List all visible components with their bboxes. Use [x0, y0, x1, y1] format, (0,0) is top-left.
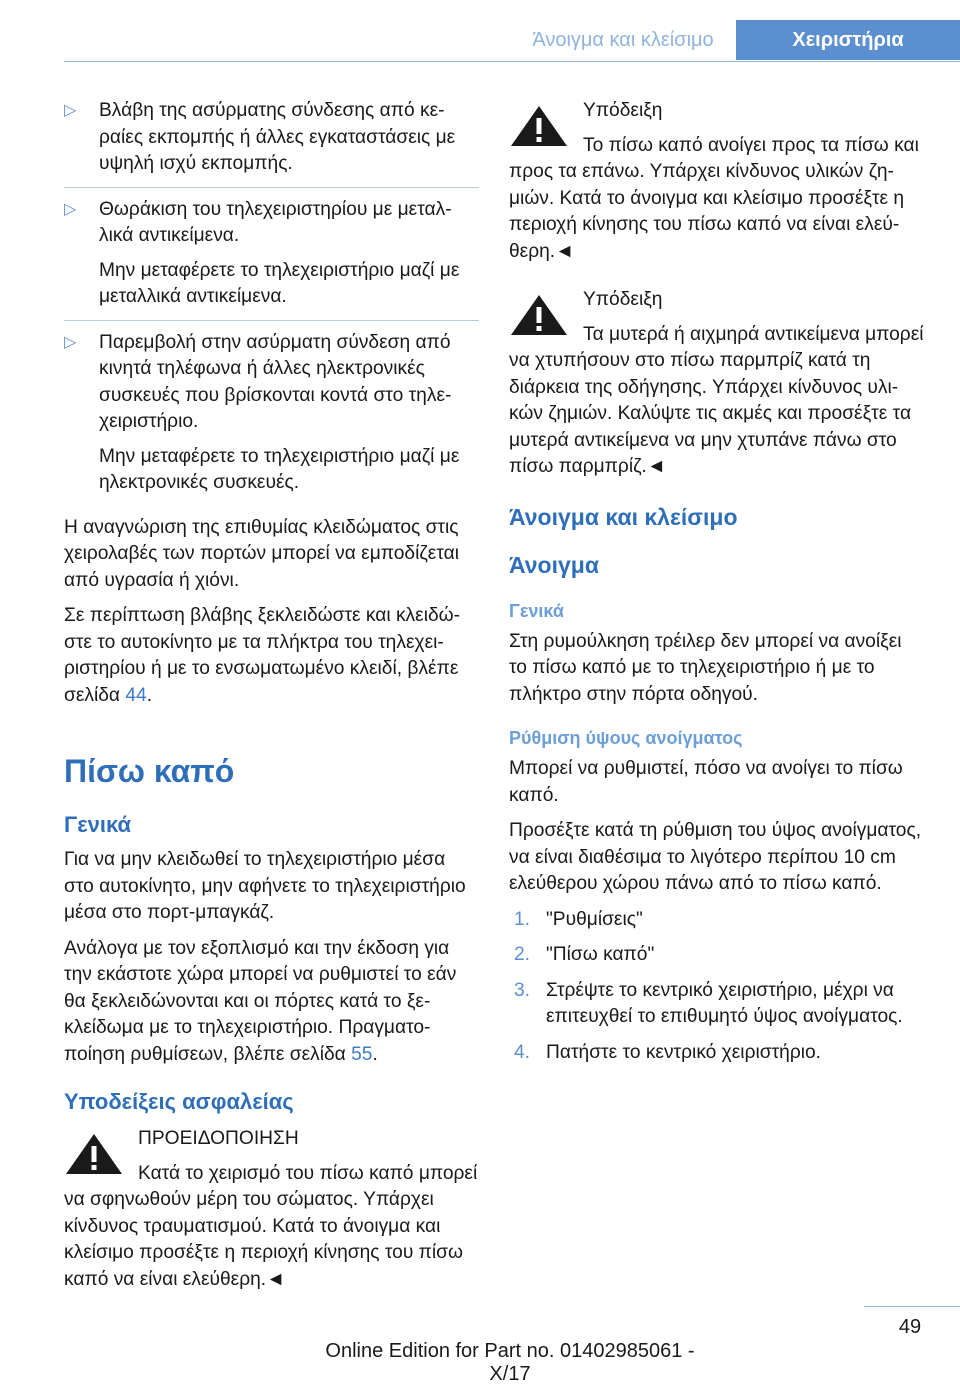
warning-text: Κατά το χειρισμό του πίσω καπό μπορεί να σφηνωθούν μέρη του σώματος. Υπάρχει κίνδυνος τραυματισμού. Κατά το άνοιγμα και κλείσιμο προσέξτε η περιοχή κίνησης του πίσω καπό να είναι ελεύθερη.◄ [64, 1162, 478, 1290]
note-text: Το πίσω καπό ανοίγει προς τα πίσω και προς τα επάνω. Υπάρχει κίνδυνος υλικών ζημιών. Κατά το άνοιγμα και κλείσιμο προσέξτε η περιοχή κίνησης του πίσω καπό να είναι ελεύθερη.◄ [509, 134, 919, 262]
note-text: Τα μυτερά ή αιχμηρά αντικείμενα μπορεί να χτυπήσουν στο πίσω παρμπρίζ κατά τη διάρκεια της οδήγησης. Υπάρχει κίνδυνος υλικών ζημιών. Καλύψτε τις ακμές και προσέξτε τα μυτερά αντικείμενα να μην χτυπάνε πάνω στο πίσω παρμπρίζ.◄ [509, 323, 924, 477]
note-title: Υπόδειξη [583, 289, 663, 310]
step-item [509, 907, 924, 934]
page-link[interactable]: 44 [125, 684, 147, 706]
step-text: Πατήστε το κεντρικό χειριστήριο. [546, 1041, 822, 1063]
warning-triangle-icon [509, 293, 569, 337]
step-text: "Πίσω καπό" [546, 944, 655, 965]
bullet-item [64, 330, 479, 506]
triangle-right-icon: ▷ [64, 200, 77, 218]
note-title: Υπόδειξη [583, 100, 663, 121]
paragraph-text: Σε περίπτωση βλάβης ξεκλειδώστε και κλειδώστε το αυτοκίνητο με τα πλήκτρα του τηλεχειριστηρίου ή με το ενσωματωμένο κλειδί, βλέπε σελίδα [64, 605, 461, 706]
steps-list [509, 907, 924, 1067]
header-chapter-tab[interactable]: Χειριστήρια [736, 20, 960, 60]
edition-footer: Online Edition for Part no. 01402985061 - X/17 [325, 1340, 695, 1385]
step-number: 1. [514, 908, 531, 930]
header-section-title: Άνοιγμα και κλείσιμο [532, 29, 714, 51]
step-number: 4. [514, 1041, 531, 1063]
paragraph: Η αναγνώριση της επιθυμίας κλειδώματος στις χειρολαβές των πορτών μπορεί να εμποδίζεται από υγρασία ή χιόνι. [64, 516, 460, 591]
warning-triangle-icon [64, 1132, 124, 1176]
paragraph-end: . [372, 1043, 378, 1065]
subheading: Γενικά [509, 600, 564, 621]
bullet-text: Μην μεταφέρετε το τηλεχειριστήριο μαζί με μεταλλικά αντικείμενα. [99, 259, 460, 307]
note-box [509, 98, 924, 265]
paragraph: Για να μην κλειδωθεί το τηλεχειριστήριο μέσα στο αυτοκίνητο, μην αφήνετε το τηλεχειριστήριο μέσα στο πορτ-μπαγκάζ. [64, 849, 466, 923]
paragraph-end: . [146, 684, 153, 706]
page-number: 49 [898, 1316, 922, 1338]
warning-triangle-icon [509, 104, 569, 148]
warning-box [64, 1126, 479, 1293]
step-text: "Ρυθμίσεις" [546, 908, 643, 930]
warning-title: ΠΡΟΕΙΔΟΠΟΙΗΣΗ [138, 1128, 299, 1149]
section-heading: Άνοιγμα και κλείσιμο [509, 503, 738, 530]
page-link[interactable]: 55 [351, 1043, 373, 1065]
paragraph: Μπορεί να ρυθμιστεί, πόσο να ανοίγει το πίσω καπό. [509, 758, 903, 806]
paragraph: Στη ρυμούλκηση τρέιλερ δεν μπορεί να ανοίξει το πίσω καπό με το τηλεχειριστήριο ή με το πλήκτρο στην πόρτα οδηγού. [509, 630, 902, 705]
step-item [509, 1040, 924, 1067]
chapter-heading: Πίσω καπό [64, 753, 235, 789]
note-box [509, 287, 924, 481]
bullet-text: Θωράκιση του τηλεχειριστηρίου με μεταλλικά αντικείμενα. [99, 198, 452, 246]
bullet-item [64, 197, 479, 321]
paragraph [64, 936, 479, 1069]
footer-rule [864, 1306, 960, 1307]
bullet-item [64, 98, 479, 188]
section-heading: Υποδείξεις ασφαλείας [64, 1089, 294, 1114]
step-number: 3. [514, 979, 531, 1001]
subsection-heading: Άνοιγμα [509, 551, 599, 578]
left-column [64, 98, 479, 1315]
section-heading: Γενικά [64, 812, 132, 837]
subheading: Ρύθμιση ύψους ανοίγματος [509, 728, 743, 748]
triangle-right-icon: ▷ [64, 102, 77, 119]
paragraph [64, 603, 479, 709]
bullet-text: Βλάβη της ασύρματης σύνδεσης από κεραίες εκπομπής ή άλλες εγκαταστάσεις με υψηλή ισχύ εκπομπής. [99, 100, 456, 174]
step-text: Στρέψτε το κεντρικό χειριστήριο, μέχρι να επιτευχθεί το επιθυμητό ύψος ανοίγματος. [546, 979, 903, 1027]
bullet-text: Μην μεταφέρετε το τηλεχειριστήριο μαζί με ηλεκτρονικές συσκευές. [99, 445, 460, 493]
triangle-right-icon: ▷ [64, 333, 77, 351]
bullet-text: Παρεμβολή στην ασύρματη σύνδεση από κινητά τηλέφωνα ή άλλες ηλεκτρονικές συσκευές που βρίσκονται κοντά στο τηλεχειριστήριο. [99, 331, 452, 432]
step-number: 2. [514, 944, 531, 965]
step-item [509, 942, 924, 969]
step-item [509, 978, 924, 1031]
paragraph-text: Ανάλογα με τον εξοπλισμό και την έκδοση για την εκάστοτε χώρα μπορεί να ρυθμιστεί το εάν θα ξεκλειδώνονται και οι πόρτες κατά το ξεκλείδωμα με το τηλεχειριστήριο. Πραγματοποίηση ρυθμίσεων, βλέπε σελίδα [64, 937, 457, 1065]
header-rule [64, 61, 960, 62]
paragraph: Προσέξτε κατά τη ρύθμιση του ύψος ανοίγματος, να είναι διαθέσιμα το λιγότερο περίπου 10 cm ελεύθερου χώρου πάνω από το πίσω καπό. [509, 820, 922, 894]
right-column [509, 98, 924, 1075]
